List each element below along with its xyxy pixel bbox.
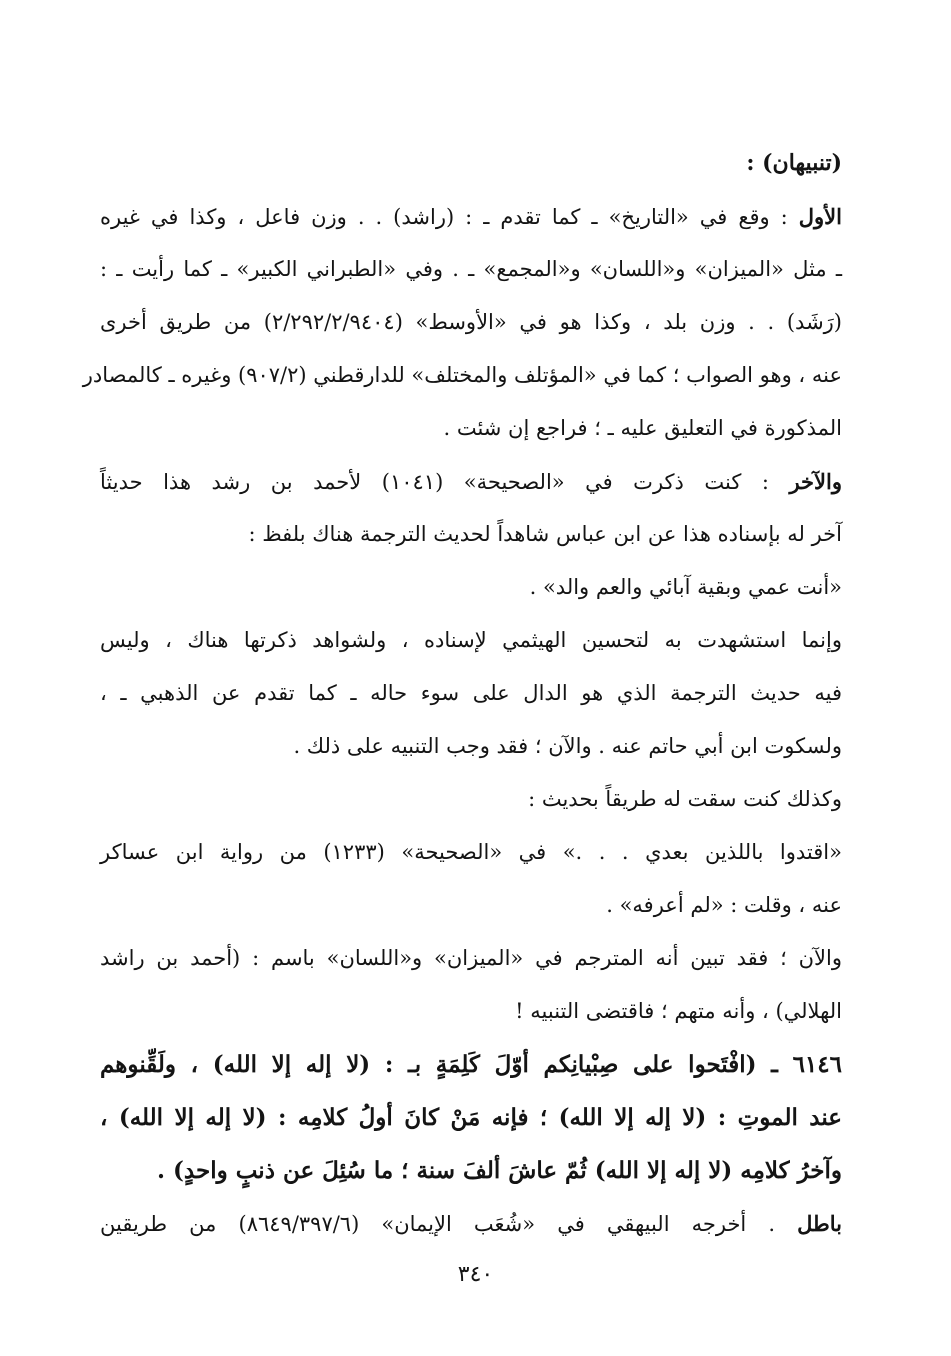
second-note-line-7: وكذلك كنت سقت له طريقاً بحديث :: [528, 787, 842, 811]
first-note-line-2: ـ مثل «الميزان» و«اللسان» و«المجمع» ـ . وفي «الطبراني الكبير» ـ كما رأيت ـ :: [100, 257, 842, 281]
second-note-line-2: آخر له بإسناده هذا عن ابن عباس شاهداً لحديث الترجمة هناك بلفظ :: [248, 522, 842, 546]
hadith-line-1: ٦١٤٦ ـ (افْتَحوا على صِبْيانِكم أوّلَ كَلِمَةٍ بـ : (لا إله إلا الله) ، ولَقِّنوهم: [100, 1051, 842, 1078]
second-note-line-4: وإنما استشهدت به لتحسين الهيثمي لإسناده ، ولشواهد ذكرتها هناك ، وليس: [100, 628, 842, 652]
second-note-line-1: [100, 468, 842, 521]
second-note-line-6: ولسكوت ابن أبي حاتم عنه . والآن ؛ فقد وجب التنبيه على ذلك .: [293, 734, 842, 758]
hadith-line-2: عند الموتِ : (لا إله إلا الله) ؛ فإنه مَنْ كانَ أولُ كلامِه : (لا إله إلا الله) ،: [100, 1104, 842, 1131]
takhrij-line: [100, 1210, 842, 1263]
page-number: ٣٤٠: [457, 1262, 494, 1287]
second-note-quote-1: «أنت عمي وبقية آبائي والعم والد» .: [529, 575, 842, 599]
first-note-line-5: المذكورة في التعليق عليه ـ ؛ فراجع إن شئت .: [443, 416, 842, 440]
takhrij-label: باطل: [797, 1211, 842, 1236]
second-note-quote-2: «اقتدوا باللذين بعدي . . .» في «الصحيحة» (١٢٣٣) من رواية ابن عساكر: [100, 840, 842, 864]
hadith-line-3: وآخرُ كلامِه (لا إله إلا الله) ثُمّ عاشَ ألفَ سنة ؛ ما سُئِلَ عن ذنبٍ واحدٍ) .: [157, 1157, 842, 1184]
first-note-line-4: عنه ، وهو الصواب ؛ كما في «المؤتلف والمختلف» للدارقطني (٩٠٧/٢) وغيره ـ كالمصادر: [82, 363, 842, 387]
section-heading: (تنبيهان) :: [746, 150, 842, 176]
page-body: [82, 150, 842, 1263]
second-note-line-11: الهلالي) ، وأنه متهم ؛ فاقتضى التنبيه !: [515, 999, 842, 1023]
first-note-text: : وقع في «التاريخ» ـ كما تقدم ـ : (راشد) . . وزن فاعل ، وكذا في غيره: [100, 205, 788, 229]
second-note-line-5: فيه حديث الترجمة الذي هو الدال على سوء حاله ـ كما تقدم عن الذهبي ـ ،: [100, 681, 842, 705]
second-note-line-10: والآن ؛ فقد تبين أنه المترجم في «الميزان» و«اللسان» باسم : (أحمد بن راشد: [100, 946, 842, 970]
second-note-line-9: عنه ، وقلت : «لم أعرفه» .: [606, 893, 842, 917]
takhrij-text: . أخرجه البيهقي في «شُعَب الإيمان» (٨٦٤٩/٣٩٧/٦) من طريقين: [100, 1212, 776, 1236]
second-note-text: : كنت ذكرت في «الصحيحة» (١٠٤١) لأحمد بن رشد هذا حديثاً: [100, 470, 769, 494]
first-note-line-1: [100, 203, 842, 256]
first-note-label: الأول: [798, 204, 842, 229]
first-note-line-3: (رَشَد) . . وزن بلد ، وكذا هو في «الأوسط» (٢/٢٩٢/٢/٩٤٠٤) من طريق أخرى: [100, 310, 842, 334]
second-note-label: والآخر: [789, 469, 842, 494]
